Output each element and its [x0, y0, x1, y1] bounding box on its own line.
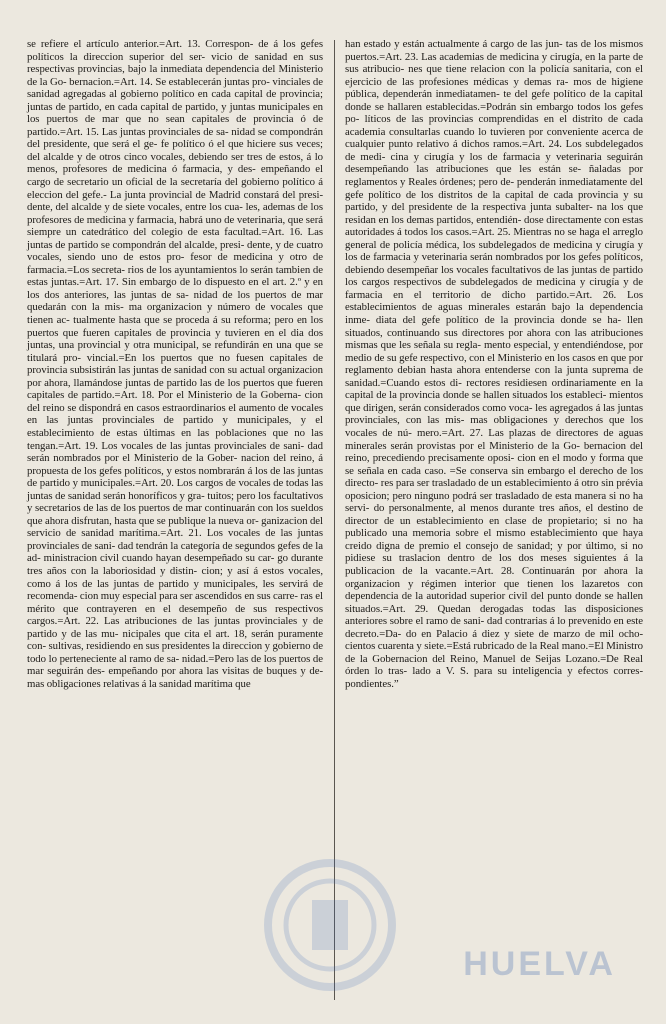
- left-column-text: se refiere el artículo anterior.=Art. 13. Correspon- de á los gefes políticos la direccion superior del ser- vicio de sanidad en sus respectivas provincias, bajo la inmediata dependencia del Ministerio de la Go- bernacion.=Art. 14. Se establecerán juntas pro- vinciales de sanidad agregadas al gobierno político en cada capital de provincia; juntas de partido, en cada capital de partido, y juntas municipales en los puertos de mar que no sean capitales de provincia ó de partido.=Art. 15. Las juntas provinciales de sa- nidad se compondrán del presidente, que será el ge- fe político ó el que hiciere sus veces; del alcalde y de otros cinco vocales, debiendo ser tres de estos, á lo menos, profesores de medicina ó farmacia, y des- empeñando el cargo de secretario un oficial de la secretaría del gobierno político á eleccion del gefe.- La junta provincial de Madrid constará del presi- dente, del alcalde y de siete vocales, entre los cua- les, ademas de los profesores de medicina y farmacia, habrá uno de veterinaria, que será siempre un catedrático del colegio de esta facultad.=Art. 16. Las juntas de partido se compondrán del alcalde, presi- dente, y de cuatro vocales, siendo uno de estos pro- fesor de medicina y otro de farmacia.=Los secreta- rios de los ayuntamientos lo serán tambien de estas juntas.=Art. 17. Sin embargo de lo dispuesto en el art. 2.º y en los dos anteriores, las juntas de sa- nidad de los puertos de mar quedarán con la mis- ma organizacion y número de vocales que tienen ac- tualmente hasta que se proceda á su reforma; pero en los puertos que fueren capitales de provincia y tuvieren en el dia dos juntas, una provincial y otra municipal, se refundirán en una que se titulará pro- vincial.=En los puertos que no fuesen capitales de provincia subsistirán las juntas de sanidad con su actual organizacion por ahora, llamándose juntas de partido las de los puertos que fueren capitales de partido.=Art. 18. Por el Ministerio de la Goberna- cion del reino se dispondrá en casos estraordinarios el aumento de vocales en las juntas provinciales de partido y municipales, y el establecimiento de estas últimas en las poblaciones que no las tengan.=Art. 19. Los vocales de las juntas provinciales de sani- dad serán nombrados por el Ministerio de la Gober- nacion del reino, á propuesta de los gefes políticos, y estos nombrarán á los de las juntas de partido y municipales.=Art. 20. Los cargos de vocales de todas las juntas de sanidad serán honoríficos y gra- tuitos; pero los facultativos y secretarios de las de los puertos de mar continuarán con los sueldos que ahora disfrutan, hasta que se publique la nueva or- ganizacion del servicio de sanidad marítima.=Art. 21. Los vocales de las juntas provinciales de sani- dad tendrán la categoría de segundos gefes de la ad- ministracion civil cuando hayan desempeñado su car- go durante tres años con la laboriosidad y distin- cion; y así á estos vocales, como á los de las juntas de partido y municipales, les servirá de recomenda- cion muy especial para ser ascendidos en sus carre- ras el mérito que contrayeren en el desempeño de sus respectivos cargos.=Art. 22. Las atribuciones de las juntas provinciales y de partido y de las mu- nicipales que cita el art. 18, serán puramente con- sultivas, residiendo en sus presidentes la direccion y gobierno de todo lo perteneciente al ramo de sa- nidad.=Pero las de los puertos de mar seguirán des- empeñando por ahora las visitas de buques y de- mas obligaciones relativas á la sanidad marítima que: [27, 38, 323, 690]
- watermark-text: HUELVA: [463, 945, 616, 983]
- right-column-text: han estado y están actualmente á cargo de las jun- tas de los mismos puertos.=Art. 23. Las academias de medicina y cirugía, en la parte de sus atribucio- nes que tiene relacion con la policía sanitaria, con el ejercicio de las profesiones médicas y demas ra- mos de higiene pública, dependerán inmediatamen- te del gefe político de la capital donde se hallaren establecidas.=Podrán sin embargo todos los gefes po- líticos de las provincias comprendidas en el distrito de cada academia consultarlas cuando lo tuvieren por conveniente acerca de cualquier punto relativo á dichos ramos.=Art. 24. Los subdelegados de medi- cina y cirugía y los de farmacia y veterinaria seguirán desempeñando las atribuciones que les están se- ñaladas por reglamentos y Reales órdenes; pero de- penderán inmediatamente del gefe político de los distritos de la capital de cada provincia y su partido, y del presidente de la respectiva junta subalter- na los que residan en los demas partidos, entendién- dose directamente con estas autoridades á todos los casos.=Art. 25. Mientras no se haga el arreglo general de policía médica, los subdelegados de medicina y cirugía y los de farmacia y veterinaria serán nombrados por los gefes políticos, debiendo desempeñar los vocales facultativos de las juntas de partido los cargos respectivos de subdelegados de medicina y cirugía y de farmacia en el territorio de dicho partido.=Art. 26. Los establecimientos de aguas minerales estarán bajo la dependencia inme- diata del gefe político de la provincia donde se ha- llen situados, continuando sus directores por ahora con las atribuciones mismas que les señala su regla- mento especial, y entendiéndose, por medio de su gefe respectivo, con el Ministerio en los casos en que por reglamento debian hasta ahora entenderse con la junta suprema de sanidad.=Cuando estos di- rectores residiesen ordinariamente en la capital de la provincia donde se hallen situados los estableci- mientos que dirigen, serán considerados como voca- les agregados á las juntas provinciales, con las mis- mas obligaciones y derechos que los vocales de nú- mero.=Art. 27. Las plazas de directores de aguas minerales serán provistas por el Ministerio de la Go- bernacion del reino, precediendo precisamente oposi- cion en el modo y forma que se señala en cada caso. =Se conserva sin embargo el derecho de los directo- res para ser trasladado de un establecimiento á otro sin prévia oposicion; pero ninguno podrá ser trasladado de esta manera si no ha servi- do personalmente, al menos durante tres años, el destino de director de un establecimiento en clase de propietario; si no ha publicado una memoria sobre el mismo establecimiento que haya creido digna de premio el consejo de sanidad; y por último, si no pidiese su traslacion dentro de los dos meses siguientes á la publicacion de la vacante.=Art. 28. Continuarán por ahora la organizacion y régimen interior que tienen los lazaretos con dependencia de la autoridad superior civil del punto donde se hallen situados.=Art. 29. Quedan derogadas todas las disposiciones anteriores sobre el ramo de sani- dad contrarias á lo prevenido en este decreto.=Da- do en Palacio á diez y siete de marzo de mil ocho- cientos cuarenta y siete.=Está rubricado de la Real mano.=El Ministro de la Gobernacion del Reino, Manuel de Seijas Lozano.=De Real órden lo tras- lado a V. S. para su inteligencia y efectos corres- pondientes.”: [345, 38, 643, 690]
- right-text-column: [345, 38, 643, 690]
- library-seal-watermark-icon: [220, 830, 620, 1000]
- left-text-column: [27, 38, 323, 690]
- column-divider: [334, 40, 335, 1000]
